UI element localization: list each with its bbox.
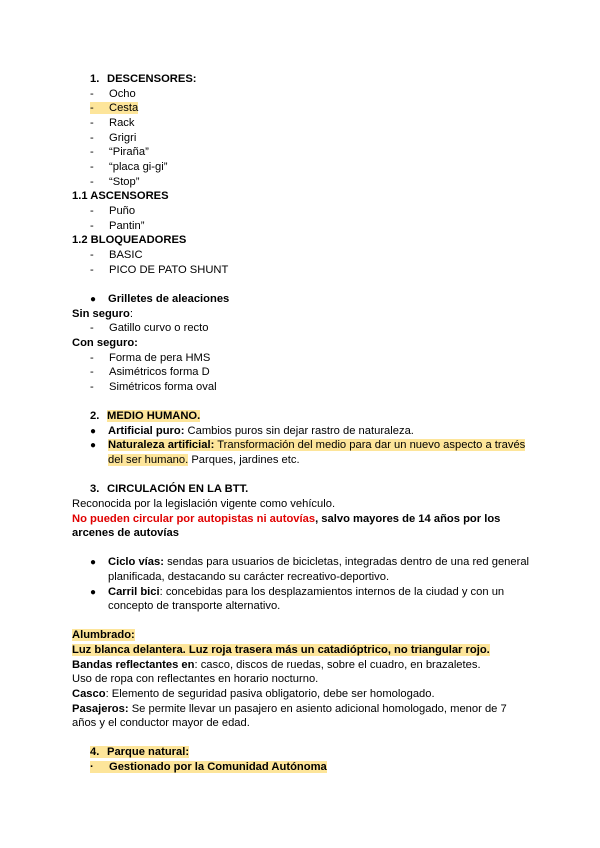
heading-bloqueadores: 1.2 BLOQUEADORES — [72, 234, 187, 246]
dot-marker: · — [90, 761, 94, 773]
bullet-marker: ● — [90, 440, 97, 451]
text: : Elemento de seguridad pasiva obligatorio, debe ser homologado. — [105, 688, 435, 700]
bullet-text: Transformación del medio para dar un nuevo aspecto a través — [214, 439, 526, 451]
heading-number: 3. — [90, 483, 100, 495]
list-item — [90, 219, 144, 233]
list-item-text: “Piraña” — [109, 146, 149, 158]
bullet-term: Ciclo vías: — [108, 556, 164, 568]
dash-marker: - — [90, 366, 94, 378]
bullet-text: Parques, jardines etc. — [188, 454, 300, 466]
dash-marker: - — [90, 264, 94, 276]
list-item — [90, 116, 135, 130]
list-item-text: Forma de pera HMS — [109, 352, 211, 364]
list-item — [90, 175, 139, 189]
dash-marker: - — [90, 381, 94, 393]
bullet-text: Grilletes de aleaciones — [108, 293, 230, 305]
heading-descensores — [90, 72, 197, 86]
list-item — [90, 351, 210, 365]
label-text: Sin seguro — [72, 308, 130, 320]
list-item-text: “Stop” — [109, 176, 140, 188]
heading-number: 1. — [90, 73, 100, 85]
bullet-artificial-puro — [90, 424, 414, 439]
list-item — [90, 131, 136, 145]
paragraph-ropa: Uso de ropa con reflectantes en horario nocturno. — [72, 673, 319, 685]
dash-marker: - — [90, 176, 94, 188]
paragraph-pasajeros — [72, 702, 507, 716]
term: Casco — [72, 688, 106, 700]
list-item-text: BASIC — [109, 249, 143, 261]
list-item — [90, 204, 135, 218]
bullet-marker: ● — [90, 587, 97, 598]
red-warning-text: No pueden circular por autopistas ni autovías — [72, 513, 316, 525]
bullet-term: Artificial puro: — [108, 425, 185, 437]
list-item-text: Ocho — [109, 88, 136, 100]
paragraph-highlighted — [72, 643, 490, 657]
bullet-text-highlighted: del ser humano. — [108, 454, 189, 466]
list-item-text: Cesta — [109, 102, 139, 114]
paragraph-emphasis-continuation: arcenes de autovías — [72, 527, 179, 539]
heading-alumbrado — [72, 628, 135, 642]
dash-marker: - — [90, 102, 94, 114]
list-item — [90, 160, 167, 174]
list-item — [90, 248, 143, 262]
bullet-marker: ● — [90, 557, 97, 568]
list-item-text: “placa gi-gi” — [109, 161, 168, 173]
label-colon: : — [129, 308, 133, 320]
list-item — [90, 321, 209, 335]
list-item-text: Gestionado por la Comunidad Autónoma — [109, 761, 327, 773]
heading-ascensores: 1.1 ASCENSORES — [72, 190, 169, 202]
bullet-naturaleza-artificial — [90, 438, 525, 453]
bullet-ciclo-vias — [90, 555, 529, 570]
bullet-term: Carril bici — [108, 586, 160, 598]
dash-marker: - — [90, 161, 94, 173]
heading-text: MEDIO HUMANO. — [107, 410, 201, 422]
dash-marker: - — [90, 249, 94, 261]
bold-text: , salvo mayores de 14 años por los — [315, 513, 501, 525]
list-item-text: Pantin” — [109, 220, 145, 232]
list-item-text: PICO DE PATO SHUNT — [109, 264, 229, 276]
heading-number: 4. — [90, 746, 100, 758]
list-item — [90, 145, 149, 159]
heading-text: Parque natural: — [107, 746, 190, 758]
list-item — [90, 87, 136, 101]
paragraph-bandas — [72, 658, 481, 672]
label-con-seguro: Con seguro: — [72, 337, 138, 349]
list-item — [90, 263, 228, 277]
dash-marker: - — [90, 352, 94, 364]
term: Pasajeros: — [72, 703, 129, 715]
paragraph-pasajeros-continuation: años y el conductor mayor de edad. — [72, 717, 250, 729]
dash-marker: - — [90, 322, 94, 334]
bullet-text: sendas para usuarios de bicicletas, integradas dentro de una red general — [163, 556, 530, 568]
bullet-carril-bici — [90, 585, 504, 600]
heading-text: DESCENSORES: — [107, 73, 197, 85]
dash-marker: - — [90, 132, 94, 144]
list-item-text: Puño — [109, 205, 136, 217]
label-sin-seguro — [72, 307, 133, 321]
bullet-marker: ● — [90, 294, 97, 305]
bullet-term: Naturaleza artificial: — [108, 439, 215, 451]
bullet-marker: ● — [90, 426, 97, 437]
paragraph-casco — [72, 687, 435, 701]
list-item-text: Asimétricos forma D — [109, 366, 210, 378]
list-item-text: Grigri — [109, 132, 137, 144]
highlighted-text: Luz blanca delantera. Luz roja trasera más un catadióptrico, no triangular rojo. — [72, 644, 490, 656]
list-item-text: Rack — [109, 117, 135, 129]
dash-marker: - — [90, 205, 94, 217]
paragraph: Reconocida por la legislación vigente como vehículo. — [72, 498, 336, 510]
text: : casco, discos de ruedas, sobre el cuadro, en brazaletes. — [194, 659, 481, 671]
heading-circulacion — [90, 482, 248, 496]
heading-parque-natural — [90, 745, 189, 759]
list-item-highlighted — [90, 101, 138, 115]
heading-text: Alumbrado: — [72, 629, 135, 641]
text: Se permite llevar un pasajero en asiento adicional homologado, menor de 7 — [128, 703, 507, 715]
bullet-text: Cambios puros sin dejar rastro de naturaleza. — [184, 425, 414, 437]
paragraph-emphasis — [72, 512, 500, 526]
list-item-text: Simétricos forma oval — [109, 381, 217, 393]
term: Bandas reflectantes en — [72, 659, 195, 671]
heading-medio-humano — [90, 409, 200, 423]
bullet-continuation: planificada, destacando su carácter recreativo-deportivo. — [108, 571, 390, 583]
dash-marker: - — [90, 220, 94, 232]
list-item-text: Gatillo curvo o recto — [109, 322, 209, 334]
bullet-text: : concebidas para los desplazamientos internos de la ciudad y con un — [159, 586, 505, 598]
dash-marker: - — [90, 146, 94, 158]
list-item-highlighted — [90, 760, 327, 774]
bullet-continuation — [108, 453, 300, 467]
heading-number: 2. — [90, 410, 100, 422]
bullet-continuation: concepto de transporte alternativo. — [108, 600, 281, 612]
dash-marker: - — [90, 117, 94, 129]
heading-text: CIRCULACIÓN EN LA BTT. — [107, 483, 249, 495]
dash-marker: - — [90, 88, 94, 100]
bullet-grilletes — [90, 292, 229, 307]
list-item — [90, 365, 210, 379]
list-item — [90, 380, 217, 394]
